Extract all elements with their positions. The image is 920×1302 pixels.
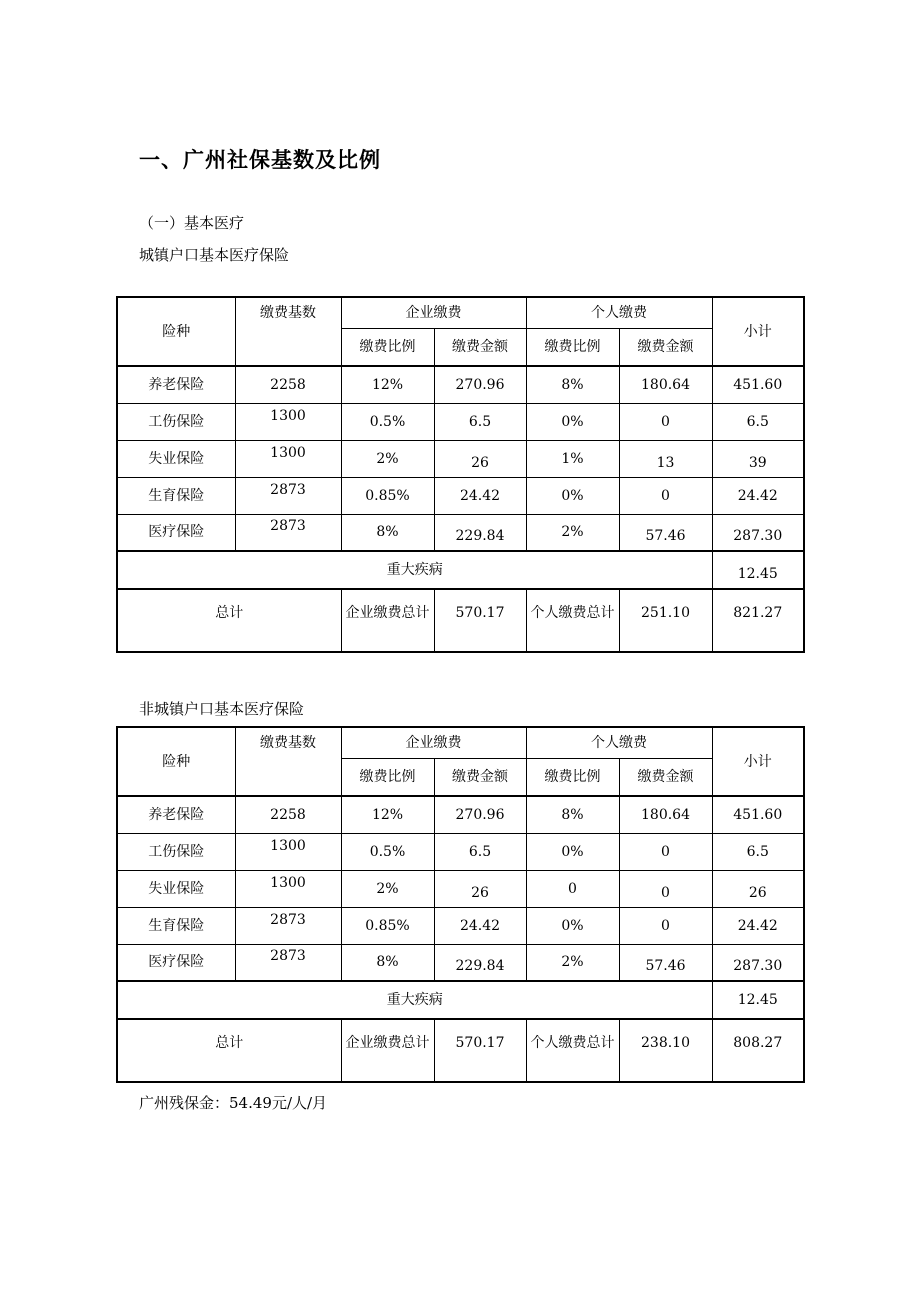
header-base: 缴费基数 xyxy=(235,297,341,366)
row-base xyxy=(235,514,341,551)
header-subtotal: 小计 xyxy=(712,727,804,796)
row-personal-rate: 0% xyxy=(526,907,619,944)
company-total-label xyxy=(341,589,434,652)
nonurban-insurance-table xyxy=(116,726,805,1083)
row-personal-rate: 0% xyxy=(526,477,619,514)
row-subtotal xyxy=(712,440,804,477)
row-base-value: 1300 xyxy=(270,444,306,461)
row-company-rate: 2% xyxy=(341,870,434,907)
table2-caption: 非城镇户口基本医疗保险 xyxy=(139,700,305,718)
row-personal-rate: 0% xyxy=(526,833,619,870)
row-name: 医疗保险 xyxy=(117,944,235,981)
table-row xyxy=(117,907,804,944)
row-company-rate: 0.5% xyxy=(341,833,434,870)
row-company-amount: 24.42 xyxy=(434,477,526,514)
row-personal-rate: 2% xyxy=(526,514,619,551)
company-total-value xyxy=(434,589,526,652)
company-total-label-text: 企业缴费总计 xyxy=(345,1035,430,1051)
header-type: 险种 xyxy=(117,297,235,366)
row-company-amount xyxy=(434,870,526,907)
row-base-value: 2873 xyxy=(270,948,306,965)
table-row xyxy=(117,477,804,514)
row-name: 工伤保险 xyxy=(117,833,235,870)
row-company-amount-value: 26 xyxy=(471,884,489,901)
row-personal-rate: 1% xyxy=(526,440,619,477)
header-company-rate: 缴费比例 xyxy=(341,328,434,366)
section-subtitle: （一）基本医疗 xyxy=(139,214,245,232)
total-label xyxy=(117,589,341,652)
row-personal-amount-value: 57.46 xyxy=(645,958,686,975)
table-row xyxy=(117,514,804,551)
row-personal-amount xyxy=(619,870,712,907)
personal-total-label xyxy=(526,1019,619,1082)
row-personal-amount: 180.64 xyxy=(619,796,712,833)
row-base-value: 2873 xyxy=(270,911,306,928)
header-company-amount: 缴费金额 xyxy=(434,758,526,796)
serious-illness-value: 12.45 xyxy=(712,981,804,1019)
row-company-rate: 0.5% xyxy=(341,403,434,440)
header-company-amount: 缴费金额 xyxy=(434,328,526,366)
row-subtotal: 24.42 xyxy=(712,477,804,514)
row-personal-rate: 8% xyxy=(526,366,619,403)
table1-caption: 城镇户口基本医疗保险 xyxy=(139,246,290,264)
row-name: 生育保险 xyxy=(117,477,235,514)
row-company-amount-value: 229.84 xyxy=(455,528,505,545)
row-company-rate: 2% xyxy=(341,440,434,477)
table-row xyxy=(117,403,804,440)
table-row xyxy=(117,366,804,403)
row-subtotal: 6.5 xyxy=(712,403,804,440)
row-personal-amount xyxy=(619,944,712,981)
personal-total-value xyxy=(619,1019,712,1082)
row-name: 养老保险 xyxy=(117,366,235,403)
personal-total-label xyxy=(526,589,619,652)
row-base-value: 1300 xyxy=(270,407,306,424)
row-company-rate: 8% xyxy=(341,514,434,551)
serious-illness-value xyxy=(712,551,804,589)
header-personal: 个人缴费 xyxy=(526,727,712,758)
total-label xyxy=(117,1019,341,1082)
personal-total-value-text: 238.10 xyxy=(641,1035,690,1051)
row-personal-amount: 0 xyxy=(619,833,712,870)
row-base xyxy=(235,440,341,477)
row-personal-amount: 0 xyxy=(619,477,712,514)
row-subtotal-value: 26 xyxy=(748,884,767,901)
total-label-text: 总计 xyxy=(215,605,244,621)
row-personal-rate: 0% xyxy=(526,403,619,440)
row-name: 养老保险 xyxy=(117,796,235,833)
total-row xyxy=(117,1019,804,1082)
header-subtotal: 小计 xyxy=(712,297,804,366)
row-base-value: 1300 xyxy=(270,874,306,891)
row-personal-amount-value: 0 xyxy=(661,884,670,901)
header-personal: 个人缴费 xyxy=(526,297,712,328)
company-total-value xyxy=(434,1019,526,1082)
row-personal-rate: 8% xyxy=(526,796,619,833)
row-subtotal xyxy=(712,870,804,907)
row-name: 生育保险 xyxy=(117,907,235,944)
row-company-amount xyxy=(434,514,526,551)
table-row xyxy=(117,944,804,981)
header-personal-rate: 缴费比例 xyxy=(526,328,619,366)
personal-total-value-text: 251.10 xyxy=(641,605,690,621)
row-personal-amount-value: 13 xyxy=(656,454,675,471)
serious-illness-row xyxy=(117,981,804,1019)
row-company-rate: 0.85% xyxy=(341,477,434,514)
grand-total-text: 821.27 xyxy=(733,605,783,621)
header-personal-amount: 缴费金额 xyxy=(619,328,712,366)
header-personal-rate: 缴费比例 xyxy=(526,758,619,796)
company-total-label-text: 企业缴费总计 xyxy=(345,605,430,621)
total-row xyxy=(117,589,804,652)
header-type: 险种 xyxy=(117,727,235,796)
company-total-value-text: 570.17 xyxy=(455,1035,505,1051)
table-row xyxy=(117,870,804,907)
personal-total-value xyxy=(619,589,712,652)
header-company-rate: 缴费比例 xyxy=(341,758,434,796)
row-base-value: 2873 xyxy=(270,518,306,535)
row-subtotal-value: 287.30 xyxy=(733,958,783,975)
grand-total-text: 808.27 xyxy=(733,1035,783,1051)
row-company-rate: 8% xyxy=(341,944,434,981)
row-company-amount xyxy=(434,944,526,981)
row-company-rate: 0.85% xyxy=(341,907,434,944)
serious-illness-row xyxy=(117,551,804,589)
page-title: 一、广州社保基数及比例 xyxy=(139,148,381,172)
row-personal-rate: 2% xyxy=(526,944,619,981)
personal-total-label-text: 个人缴费总计 xyxy=(530,1035,615,1051)
row-company-amount: 270.96 xyxy=(434,366,526,403)
table-row xyxy=(117,796,804,833)
row-subtotal xyxy=(712,514,804,551)
row-subtotal: 451.60 xyxy=(712,366,804,403)
row-personal-amount: 0 xyxy=(619,403,712,440)
row-name: 医疗保险 xyxy=(117,514,235,551)
grand-total xyxy=(712,589,804,652)
row-subtotal xyxy=(712,944,804,981)
row-personal-amount: 180.64 xyxy=(619,366,712,403)
row-company-amount: 6.5 xyxy=(434,403,526,440)
serious-illness-label: 重大疾病 xyxy=(117,551,712,589)
serious-illness-amount: 12.45 xyxy=(737,566,778,582)
row-personal-amount-value: 57.46 xyxy=(645,528,686,545)
row-subtotal: 451.60 xyxy=(712,796,804,833)
row-company-amount: 24.42 xyxy=(434,907,526,944)
row-base xyxy=(235,477,341,514)
row-subtotal: 24.42 xyxy=(712,907,804,944)
row-personal-amount xyxy=(619,440,712,477)
row-base xyxy=(235,833,341,870)
row-name: 失业保险 xyxy=(117,440,235,477)
row-company-amount: 6.5 xyxy=(434,833,526,870)
row-company-amount-value: 26 xyxy=(471,454,489,471)
row-personal-amount xyxy=(619,514,712,551)
row-subtotal: 6.5 xyxy=(712,833,804,870)
urban-insurance-table xyxy=(116,296,805,653)
row-name: 失业保险 xyxy=(117,870,235,907)
row-personal-rate: 0 xyxy=(526,870,619,907)
row-base xyxy=(235,870,341,907)
row-base: 2258 xyxy=(235,796,341,833)
header-company: 企业缴费 xyxy=(341,297,526,328)
company-total-value-text: 570.17 xyxy=(455,605,505,621)
row-base-value: 1300 xyxy=(270,837,306,854)
total-label-text: 总计 xyxy=(215,1035,244,1051)
table-row xyxy=(117,440,804,477)
row-base xyxy=(235,944,341,981)
serious-illness-label: 重大疾病 xyxy=(117,981,712,1019)
row-subtotal-value: 287.30 xyxy=(733,528,783,545)
header-personal-amount: 缴费金额 xyxy=(619,758,712,796)
row-name: 工伤保险 xyxy=(117,403,235,440)
table-row xyxy=(117,833,804,870)
row-company-amount xyxy=(434,440,526,477)
row-company-amount-value: 229.84 xyxy=(455,958,505,975)
header-base: 缴费基数 xyxy=(235,727,341,796)
row-company-rate: 12% xyxy=(341,796,434,833)
header-company: 企业缴费 xyxy=(341,727,526,758)
row-base-value: 2873 xyxy=(270,481,306,498)
row-base: 2258 xyxy=(235,366,341,403)
row-personal-amount: 0 xyxy=(619,907,712,944)
row-base xyxy=(235,403,341,440)
row-base xyxy=(235,907,341,944)
personal-total-label-text: 个人缴费总计 xyxy=(530,605,615,621)
row-subtotal-value: 39 xyxy=(748,454,767,471)
company-total-label xyxy=(341,1019,434,1082)
disability-fund-note: 广州残保金：54.49元/人/月 xyxy=(139,1094,328,1112)
row-company-amount: 270.96 xyxy=(434,796,526,833)
row-company-rate: 12% xyxy=(341,366,434,403)
grand-total xyxy=(712,1019,804,1082)
